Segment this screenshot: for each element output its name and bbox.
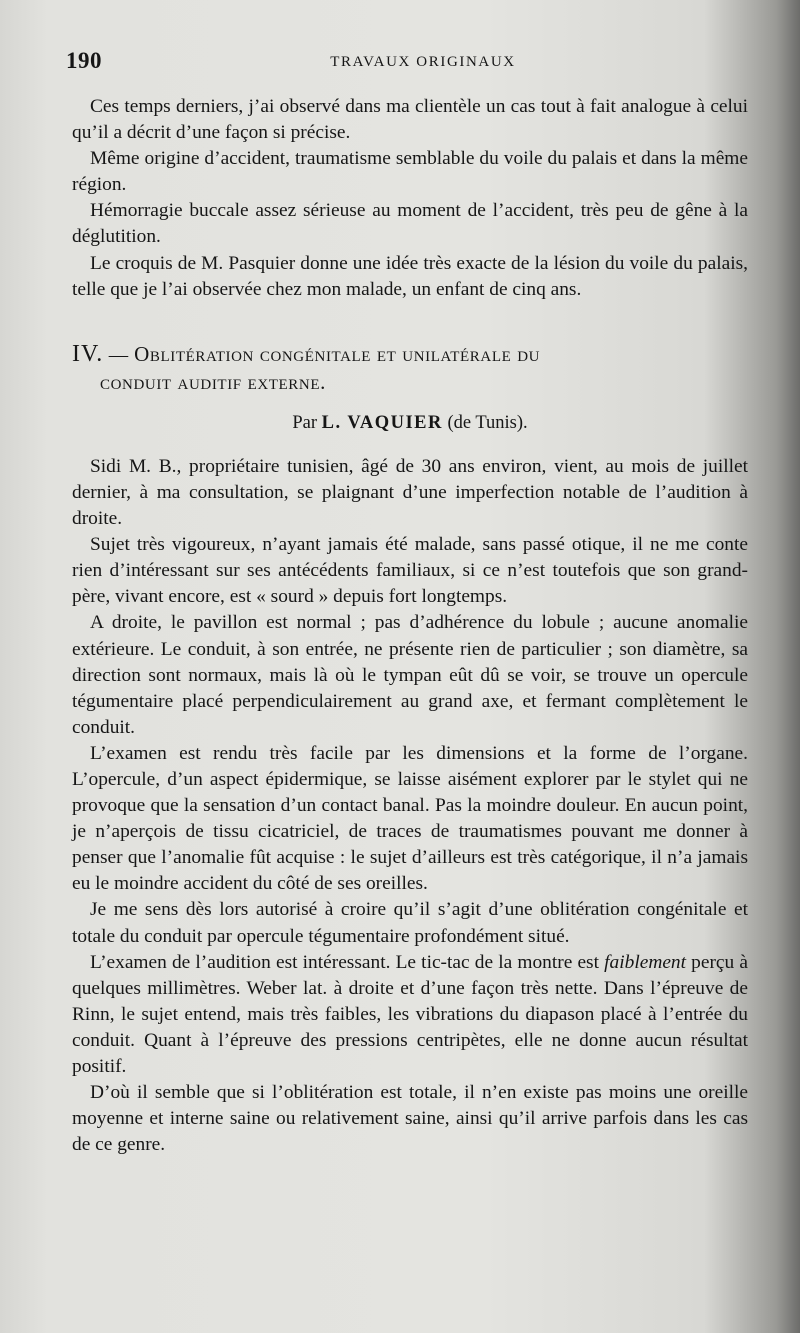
section-paragraph-5: Je me sens dès lors autorisé à croire qu’il s’agit d’une oblitération congénitale et totale du conduit par opercule tégumentaire profondément situé. xyxy=(72,899,748,947)
page-body xyxy=(72,94,748,1158)
byline xyxy=(72,410,748,436)
intro-paragraph-3: Hémorragie buccale assez sérieuse au moment de l’accident, très peu de gêne à la déglutition. xyxy=(72,200,748,248)
paragraph-6-end: perçu à quelques millimètres. Weber lat. à droite et d’une façon très nette. Dans l’épreuve de Rinn, le sujet entend, mais très faibles, les vibrations du diapason placé à l’entrée du conduit. Quant à l’épreuve des pressions centripètes, elle ne donne aucun résultat positif. xyxy=(72,951,748,1077)
intro-paragraph-2: Même origine d’accident, traumatisme semblable du voile du palais et dans la même région. xyxy=(72,148,748,196)
section-number: IV. xyxy=(72,340,104,367)
intro-paragraph-1: Ces temps derniers, j’ai observé dans ma clientèle un cas tout à fait analogue à celui qu’il a décrit d’une façon si précise. xyxy=(72,96,748,144)
italic-word: faiblement xyxy=(604,951,687,973)
section-dash: — xyxy=(108,344,129,366)
section-paragraph-2: Sujet très vigoureux, n’ayant jamais été malade, sans passé otique, il ne me conte rien d’intéressant sur ses antécédents familiaux, si ce n’est toutefois que son grand-père, vivant encore, est « sourd » depuis fort longtemps. xyxy=(72,534,748,608)
section-heading xyxy=(72,341,748,396)
section-title-line1: Oblitération congénitale et unilatérale du xyxy=(134,341,541,366)
section-paragraph-4: L’examen est rendu très facile par les dimensions et la forme de l’organe. L’opercule, d’un aspect épidermique, se laisse aisément explorer par le stylet qui ne provoque que la sensation d’un contact banal. Pas la moindre douleur. En aucun point, je n’aperçois de tissu cicatriciel, de traces de traumatismes pouvant me donner à penser que l’anomalie fût acquise : le sujet d’ailleurs est très catégorique, il n’a jamais eu le moindre accident du côté de ses oreilles. xyxy=(72,742,748,895)
author-name: L. VAQUIER xyxy=(321,412,443,433)
intro-paragraph-4: Le croquis de M. Pasquier donne une idée très exacte de la lésion du voile du palais, telle que je l’ai observée chez mon malade, un enfant de cinq ans. xyxy=(72,252,748,300)
page-number: 190 xyxy=(66,48,102,73)
section-paragraph-3: A droite, le pavillon est normal ; pas d’adhérence du lobule ; aucune anomalie extérieure. Le conduit, à son entrée, ne présente rien de particulier ; son diamètre, sa direction sont normaux, mais là où le tympan eût dû se voir, se trouve un opercule tégumentaire placé perpendiculairement au grand axe, et fermant complètement le conduit. xyxy=(72,612,748,738)
section-paragraph-7: D’où il semble que si l’oblitération est totale, il n’en existe pas moins une oreille moyenne et interne saine ou relativement saine, ainsi qu’il arrive parfois dans les cas de ce genre. xyxy=(72,1082,748,1156)
byline-prefix: Par xyxy=(292,412,317,433)
section-paragraph-1: Sidi M. B., propriétaire tunisien, âgé de 30 ans environ, vient, au mois de juillet dernier, à ma consultation, se plaignant d’une imperfection notable de l’audition à droite. xyxy=(72,455,748,530)
section-paragraph-6 xyxy=(72,950,748,1080)
page-header xyxy=(66,48,740,80)
paragraph-6-start: L’examen de l’audition est intéressant. Le tic-tac de la montre est xyxy=(90,951,599,973)
running-head: TRAVAUX ORIGINAUX xyxy=(330,54,516,70)
section-title-line2: conduit auditif externe. xyxy=(100,369,326,394)
author-place: (de Tunis). xyxy=(447,412,528,433)
